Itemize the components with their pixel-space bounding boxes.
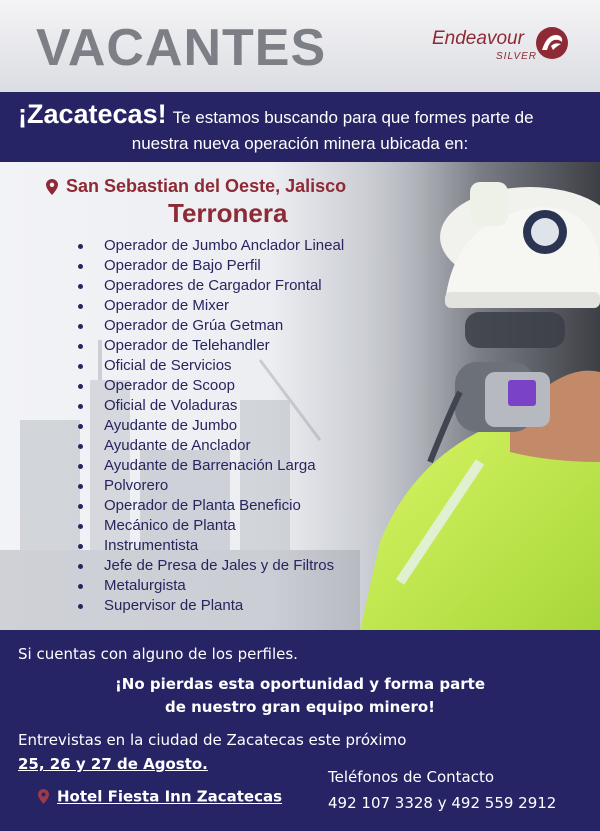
location-line: [46, 176, 346, 197]
location-place: San Sebastian del Oeste, Jalisco: [66, 176, 347, 196]
intro-text-2: nuestra nueva operación minera ubicada en:: [131, 134, 469, 153]
job-item: Operador de Jumbo Anclador Lineal: [78, 236, 344, 256]
job-item: Ayudante de Anclador: [78, 436, 344, 456]
profiles-text: Si cuentas con alguno de los perfiles.: [18, 645, 298, 663]
job-item: Operador de Bajo Perfil: [78, 256, 344, 276]
job-item: Ayudante de Barrenación Larga: [78, 456, 344, 476]
job-item: Oficial de Servicios: [78, 356, 344, 376]
job-item: Supervisor de Planta: [78, 596, 344, 616]
job-item: Operadores de Cargador Frontal: [78, 276, 344, 296]
job-item: Metalurgista: [78, 576, 344, 596]
logo-subtitle: SILVER: [496, 51, 538, 62]
job-item: Operador de Grúa Getman: [78, 316, 344, 336]
miner-photo: [360, 162, 600, 630]
job-item: Oficial de Voladuras: [78, 396, 344, 416]
hotel-line: [38, 786, 282, 806]
interviews-text: Entrevistas en la ciudad de Zacatecas este próximo: [18, 731, 407, 749]
map-pin-icon: [46, 179, 58, 195]
cta-line-2: de nuestro gran equipo minero!: [164, 698, 435, 716]
phones-label: Teléfonos de Contacto: [328, 768, 495, 786]
job-item: Operador de Planta Beneficio: [78, 496, 344, 516]
site-name: Terronera: [168, 198, 288, 228]
job-item: Operador de Scoop: [78, 376, 344, 396]
job-item: Instrumentista: [78, 536, 344, 556]
job-item: Ayudante de Jumbo: [78, 416, 344, 436]
intro-city: ¡Zacatecas!: [18, 99, 167, 129]
phone-numbers: 492 107 3328 y 492 559 2912: [328, 794, 557, 812]
interview-dates: 25, 26 y 27 de Agosto.: [18, 755, 208, 773]
job-item: Mecánico de Planta: [78, 516, 344, 536]
job-item: Jefe de Presa de Jales y de Filtros: [78, 556, 344, 576]
cta-line-1: ¡No pierdas esta oportunidad y forma parte: [114, 675, 486, 693]
endeavour-logo-mark-icon: [535, 26, 569, 60]
job-list: [78, 236, 344, 616]
page-title: VACANTES: [36, 19, 327, 77]
intro-line-1: [18, 99, 534, 130]
job-item: Polvorero: [78, 476, 344, 496]
map-pin-icon: [38, 789, 49, 804]
job-item: Operador de Telehandler: [78, 336, 344, 356]
intro-text-1: Te estamos buscando para que formes parte de: [172, 108, 534, 127]
hotel-name: Hotel Fiesta Inn Zacatecas: [57, 787, 283, 806]
endeavour-logo: [432, 28, 577, 68]
logo-brand: Endeavour: [432, 28, 524, 49]
job-item: Operador de Mixer: [78, 296, 344, 316]
